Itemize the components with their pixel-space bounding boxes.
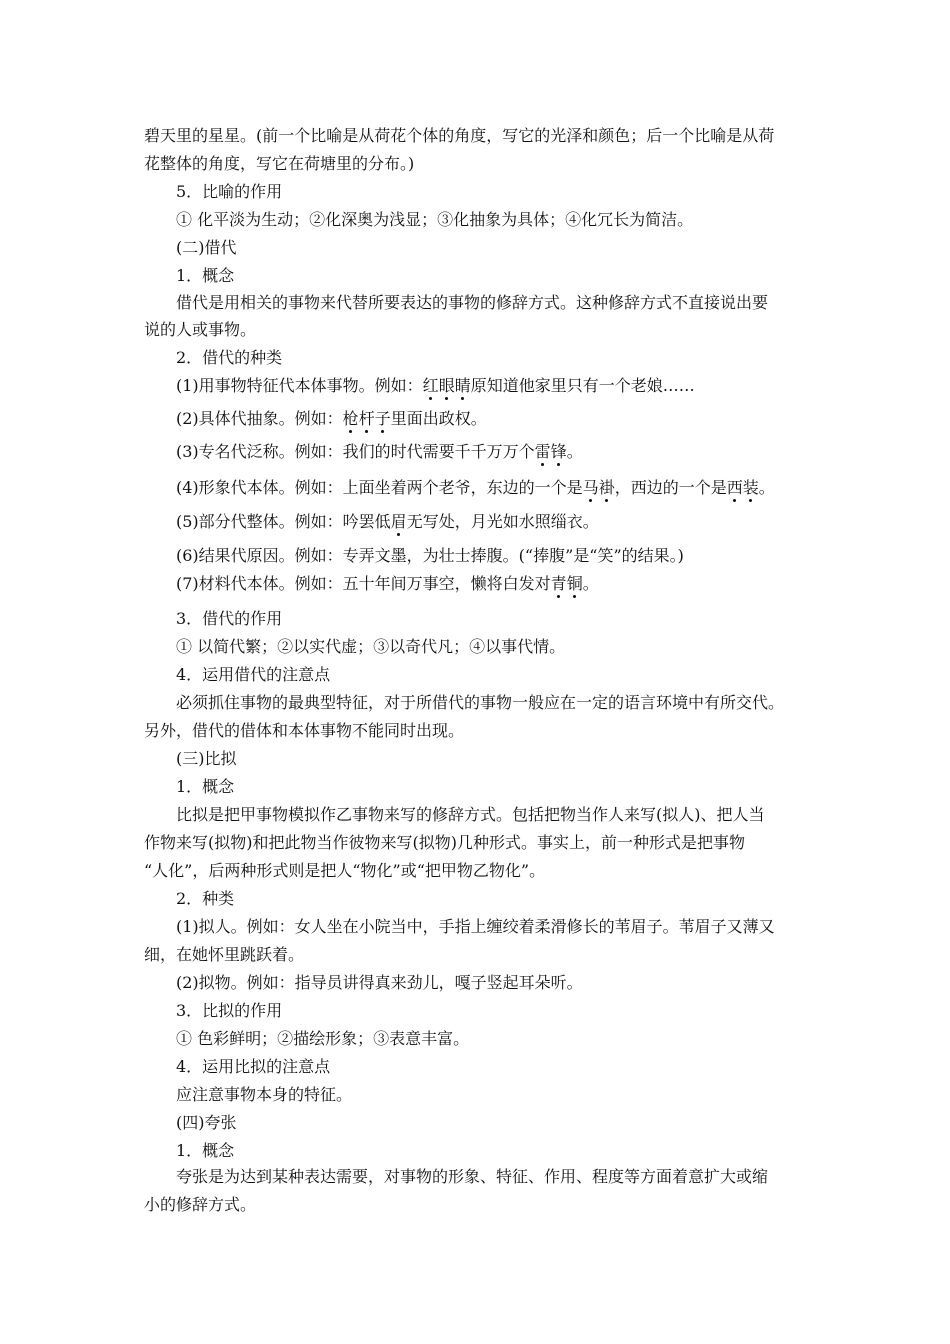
chapter-heading: (四)夸张 (176, 1113, 237, 1132)
text-line: ① 化平淡为生动；②化深奥为浅显；③化抽象为具体；④化冗长为简洁。 (176, 210, 694, 229)
emphasis-char: 褂 (598, 478, 615, 497)
section-heading: 1．概念 (176, 1141, 235, 1160)
emphasis-char: 装 (742, 478, 759, 497)
text-line: “人化”，后两种形式则是把人“物化”或“把甲物乙物化”。 (144, 861, 546, 880)
section-heading: 2．种类 (176, 889, 235, 908)
example-line: (2)具体代抽象。例如：枪杆子里面出政权。 (176, 409, 487, 428)
emphasis-char: 睛 (454, 376, 471, 395)
section-heading: 1．概念 (176, 266, 235, 285)
example-line: (1)拟人。例如：女人坐在小院当中，手指上缠绞着柔滑修长的苇眉子。苇眉子又薄又 (176, 917, 775, 936)
text-line: 另外，借代的借体和本体事物不能同时出现。 (144, 721, 465, 740)
emphasis-char: 铜 (566, 574, 583, 593)
emphasis-char: 红 (422, 376, 439, 395)
text-line: 应注意事物本身的特征。 (176, 1085, 353, 1104)
text-line: 比拟是把甲事物模拟作乙事物来写的修辞方式。包括把物当作人来写(拟人)、把人当 (176, 805, 765, 824)
example-line: (6)结果代原因。例如：专弄文墨，为壮士捧腹。(“捧腹”是“笑”的结果。) (176, 546, 684, 565)
emphasis-char: 眉 (390, 512, 407, 531)
section-heading: 3．借代的作用 (176, 609, 283, 628)
emphasis-char: 锋 (550, 442, 567, 461)
text-line: 夸张是为达到某种表达需要，对事物的形象、特征、作用、程度等方面着意扩大或缩 (176, 1167, 769, 1186)
example-line: 细，在她怀里跳跃着。 (144, 945, 305, 964)
example-line: (4)形象代本体。例如：上面坐着两个老爷，东边的一个是马褂，西边的一个是西装。 (176, 478, 775, 497)
emphasis-char: 枪 (342, 409, 359, 428)
emphasis-char: 青 (550, 574, 567, 593)
chapter-heading: (三)比拟 (176, 749, 237, 768)
section-heading: 2．借代的种类 (176, 348, 283, 367)
text-line: 借代是用相关的事物来代替所要表达的事物的修辞方式。这种修辞方式不直接说出要 (176, 293, 769, 312)
section-heading: 5．比喻的作用 (176, 182, 283, 201)
text-line: ① 以简代繁；②以实代虚；③以奇代凡；④以事代情。 (176, 637, 566, 656)
emphasis-char: 西 (726, 478, 743, 497)
text-line: 花整体的角度，写它在荷塘里的分布。) (144, 154, 415, 173)
chapter-heading: (二)借代 (176, 238, 237, 257)
text-line: 必须抓住事物的最典型特征，对于所借代的事物一般应在一定的语言环境中有所交代。 (176, 693, 785, 712)
text-line: 说的人或事物。 (144, 320, 257, 339)
example-line: (3)专名代泛称。例如：我们的时代需要千千万万个雷锋。 (176, 442, 583, 461)
section-heading: 4．运用借代的注意点 (176, 665, 331, 684)
emphasis-char: 杆 (358, 409, 375, 428)
section-heading: 1．概念 (176, 777, 235, 796)
example-line: (5)部分代整体。例如：吟罢低眉无写处，月光如水照缁衣。 (176, 512, 599, 531)
emphasis-char: 眼 (438, 376, 455, 395)
section-heading: 4．运用比拟的注意点 (176, 1057, 331, 1076)
text-line: ① 色彩鲜明；②描绘形象；③表意丰富。 (176, 1029, 470, 1048)
example-line: (2)拟物。例如：指导员讲得真来劲儿，嘎子竖起耳朵听。 (176, 973, 583, 992)
emphasis-char: 马 (582, 478, 599, 497)
text-line: 小的修辞方式。 (144, 1195, 257, 1214)
text-line: 作物来写(拟物)和把此物当作彼物来写(拟物)几种形式。事实上，前一种形式是把事物 (144, 833, 745, 852)
section-heading: 3．比拟的作用 (176, 1001, 283, 1020)
example-line: (7)材料代本体。例如：五十年间万事空，懒将白发对青铜。 (176, 574, 599, 593)
emphasis-char: 子 (374, 409, 391, 428)
emphasis-char: 雷 (534, 442, 551, 461)
example-line: (1)用事物特征代本体事物。例如：红眼睛原知道他家里只有一个老娘…… (176, 376, 695, 395)
text-line: 碧天里的星星。(前一个比喻是从荷花个体的角度，写它的光泽和颜色；后一个比喻是从荷 (144, 126, 775, 145)
